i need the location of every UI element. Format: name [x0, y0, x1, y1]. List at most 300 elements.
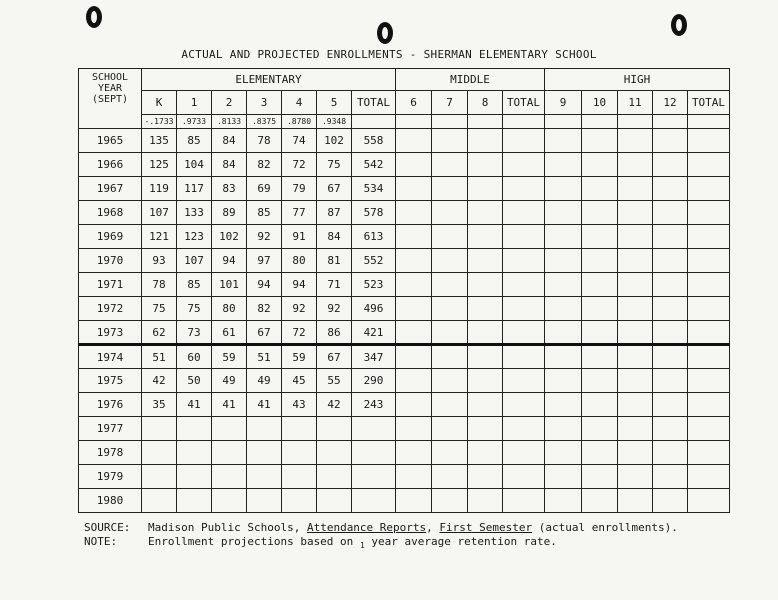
empty-cell	[545, 249, 582, 273]
empty-cell	[432, 129, 468, 153]
enrollment-cell: 133	[177, 201, 212, 225]
punch-hole-left	[86, 6, 102, 28]
year-cell: 1967	[79, 177, 142, 201]
empty-cell	[545, 417, 582, 441]
enrollment-cell	[247, 465, 282, 489]
empty-cell	[618, 129, 653, 153]
empty-cell	[468, 177, 503, 201]
enrollment-cell: 92	[282, 297, 317, 321]
empty-cell	[653, 273, 688, 297]
retention-rate: .8133	[212, 115, 247, 129]
source-ref-semester: First Semester	[439, 521, 533, 534]
retention-blank	[468, 115, 503, 129]
enrollment-cell	[142, 489, 177, 513]
enrollment-cell: 49	[247, 369, 282, 393]
retention-blank	[396, 115, 432, 129]
source-label: SOURCE:	[84, 521, 131, 534]
enrollment-cell	[352, 441, 396, 465]
empty-cell	[653, 177, 688, 201]
empty-cell	[432, 465, 468, 489]
enrollment-cell: 290	[352, 369, 396, 393]
enrollment-cell: 91	[282, 225, 317, 249]
year-cell: 1979	[79, 465, 142, 489]
enrollment-cell	[142, 417, 177, 441]
empty-cell	[503, 465, 545, 489]
empty-cell	[468, 201, 503, 225]
col-header-high: 11	[618, 91, 653, 115]
enrollment-cell: 79	[282, 177, 317, 201]
empty-cell	[545, 153, 582, 177]
enrollment-cell: 119	[142, 177, 177, 201]
empty-cell	[618, 273, 653, 297]
empty-cell	[396, 153, 432, 177]
col-header-middle: 8	[468, 91, 503, 115]
enrollment-cell: 94	[212, 249, 247, 273]
empty-cell	[432, 441, 468, 465]
enrollment-cell: 92	[247, 225, 282, 249]
table-row	[79, 249, 730, 273]
empty-cell	[503, 393, 545, 417]
empty-cell	[468, 345, 503, 369]
empty-cell	[618, 201, 653, 225]
enrollment-cell: 80	[212, 297, 247, 321]
empty-cell	[688, 201, 730, 225]
retention-rate: .9733	[177, 115, 212, 129]
middle-header: MIDDLE	[396, 69, 545, 91]
empty-cell	[432, 177, 468, 201]
page-title: ACTUAL AND PROJECTED ENROLLMENTS - SHERMAN ELEMENTARY SCHOOL	[181, 48, 597, 61]
empty-cell	[503, 441, 545, 465]
enrollment-cell: 534	[352, 177, 396, 201]
enrollment-cell	[317, 417, 352, 441]
empty-cell	[503, 129, 545, 153]
retention-rate: .8780	[282, 115, 317, 129]
empty-cell	[432, 201, 468, 225]
empty-cell	[396, 129, 432, 153]
enrollment-cell: 69	[247, 177, 282, 201]
enrollment-cell: 85	[177, 273, 212, 297]
enrollment-cell	[352, 489, 396, 513]
enrollment-cell: 496	[352, 297, 396, 321]
empty-cell	[432, 417, 468, 441]
col-header-elementary: 3	[247, 91, 282, 115]
empty-cell	[396, 465, 432, 489]
year-cell: 1968	[79, 201, 142, 225]
year-cell: 1969	[79, 225, 142, 249]
enrollment-cell: 93	[142, 249, 177, 273]
empty-cell	[688, 177, 730, 201]
empty-cell	[468, 465, 503, 489]
table-row	[79, 465, 730, 489]
enrollment-cell: 101	[212, 273, 247, 297]
empty-cell	[545, 465, 582, 489]
table-row	[79, 489, 730, 513]
empty-cell	[468, 249, 503, 273]
enrollment-cell: 86	[317, 321, 352, 345]
empty-cell	[688, 441, 730, 465]
enrollment-cell: 41	[177, 393, 212, 417]
empty-cell	[468, 417, 503, 441]
enrollment-cell: 123	[177, 225, 212, 249]
empty-cell	[653, 153, 688, 177]
punch-hole-center	[377, 22, 393, 44]
enrollment-cell: 45	[282, 369, 317, 393]
enrollment-cell	[317, 465, 352, 489]
year-cell: 1978	[79, 441, 142, 465]
empty-cell	[688, 489, 730, 513]
enrollment-cell	[247, 489, 282, 513]
empty-cell	[582, 249, 618, 273]
enrollment-cell: 85	[177, 129, 212, 153]
enrollment-cell	[282, 441, 317, 465]
enrollment-cell	[212, 417, 247, 441]
enrollment-cell: 135	[142, 129, 177, 153]
retention-rate: .9348	[317, 115, 352, 129]
table-row	[79, 177, 730, 201]
empty-cell	[545, 321, 582, 345]
enrollment-cell: 50	[177, 369, 212, 393]
enrollment-cell: 97	[247, 249, 282, 273]
retention-rate: .8375	[247, 115, 282, 129]
empty-cell	[618, 345, 653, 369]
enrollment-cell: 94	[247, 273, 282, 297]
empty-cell	[432, 393, 468, 417]
empty-cell	[688, 273, 730, 297]
empty-cell	[468, 489, 503, 513]
enrollment-cell: 77	[282, 201, 317, 225]
empty-cell	[545, 345, 582, 369]
empty-cell	[688, 249, 730, 273]
retention-blank	[503, 115, 545, 129]
table-row	[79, 201, 730, 225]
empty-cell	[503, 273, 545, 297]
empty-cell	[653, 369, 688, 393]
col-header-middle: 7	[432, 91, 468, 115]
table-row	[79, 321, 730, 345]
empty-cell	[468, 393, 503, 417]
enrollment-cell: 552	[352, 249, 396, 273]
enrollment-cell: 107	[142, 201, 177, 225]
empty-cell	[582, 153, 618, 177]
enrollment-cell: 41	[212, 393, 247, 417]
empty-cell	[653, 297, 688, 321]
enrollment-cell: 67	[317, 345, 352, 369]
empty-cell	[396, 177, 432, 201]
year-cell: 1970	[79, 249, 142, 273]
enrollment-cell: 73	[177, 321, 212, 345]
empty-cell	[545, 441, 582, 465]
empty-cell	[468, 369, 503, 393]
empty-cell	[618, 369, 653, 393]
empty-cell	[582, 417, 618, 441]
empty-cell	[396, 489, 432, 513]
retention-rate: -.1733	[142, 115, 177, 129]
empty-cell	[396, 417, 432, 441]
empty-cell	[582, 297, 618, 321]
enrollment-cell	[282, 465, 317, 489]
enrollment-cell	[317, 489, 352, 513]
enrollment-cell	[352, 417, 396, 441]
enrollment-cell: 85	[247, 201, 282, 225]
empty-cell	[688, 297, 730, 321]
enrollment-cell: 75	[142, 297, 177, 321]
enrollment-cell: 35	[142, 393, 177, 417]
empty-cell	[618, 465, 653, 489]
enrollment-cell: 104	[177, 153, 212, 177]
empty-cell	[432, 489, 468, 513]
empty-cell	[503, 369, 545, 393]
retention-blank	[545, 115, 582, 129]
empty-cell	[688, 369, 730, 393]
enrollment-cell: 72	[282, 321, 317, 345]
empty-cell	[618, 441, 653, 465]
empty-cell	[582, 321, 618, 345]
empty-cell	[545, 225, 582, 249]
col-header-high: 12	[653, 91, 688, 115]
col-header-high: 9	[545, 91, 582, 115]
empty-cell	[618, 417, 653, 441]
col-header-elementary: 2	[212, 91, 247, 115]
empty-cell	[688, 393, 730, 417]
year-cell: 1966	[79, 153, 142, 177]
enrollment-cell: 613	[352, 225, 396, 249]
elementary-header: ELEMENTARY	[142, 69, 396, 91]
col-header-middle: 6	[396, 91, 432, 115]
empty-cell	[653, 417, 688, 441]
table-row	[79, 273, 730, 297]
table-row	[79, 393, 730, 417]
enrollment-cell: 84	[212, 129, 247, 153]
col-header-high: 10	[582, 91, 618, 115]
enrollment-cell: 117	[177, 177, 212, 201]
enrollment-cell: 523	[352, 273, 396, 297]
enrollment-cell: 89	[212, 201, 247, 225]
source-ref-attendance: Attendance Reports	[306, 521, 427, 534]
empty-cell	[545, 201, 582, 225]
enrollment-table	[78, 68, 730, 513]
enrollment-cell: 55	[317, 369, 352, 393]
empty-cell	[582, 225, 618, 249]
enrollment-cell: 102	[212, 225, 247, 249]
empty-cell	[653, 345, 688, 369]
enrollment-cell: 81	[317, 249, 352, 273]
table-row	[79, 345, 730, 369]
empty-cell	[396, 321, 432, 345]
enrollment-cell: 84	[317, 225, 352, 249]
enrollment-cell: 107	[177, 249, 212, 273]
empty-cell	[432, 249, 468, 273]
high-header: HIGH	[545, 69, 730, 91]
table-row	[79, 153, 730, 177]
empty-cell	[468, 273, 503, 297]
empty-cell	[653, 393, 688, 417]
school-year-header: SCHOOL YEAR (SEPT)	[79, 69, 142, 129]
retention-blank	[688, 115, 730, 129]
enrollment-cell: 59	[282, 345, 317, 369]
enrollment-cell: 121	[142, 225, 177, 249]
enrollment-cell: 59	[212, 345, 247, 369]
enrollment-cell	[177, 465, 212, 489]
col-header-elementary: K	[142, 91, 177, 115]
enrollment-cell: 74	[282, 129, 317, 153]
table-row	[79, 129, 730, 153]
empty-cell	[688, 345, 730, 369]
empty-cell	[618, 297, 653, 321]
empty-cell	[545, 489, 582, 513]
empty-cell	[653, 489, 688, 513]
enrollment-cell	[177, 489, 212, 513]
empty-cell	[503, 321, 545, 345]
empty-cell	[503, 177, 545, 201]
empty-cell	[432, 321, 468, 345]
enrollment-cell: 92	[317, 297, 352, 321]
empty-cell	[468, 441, 503, 465]
empty-cell	[432, 345, 468, 369]
year-cell: 1977	[79, 417, 142, 441]
enrollment-cell: 62	[142, 321, 177, 345]
empty-cell	[688, 465, 730, 489]
enrollment-cell	[177, 441, 212, 465]
col-header-middle: TOTAL	[503, 91, 545, 115]
retention-blank	[432, 115, 468, 129]
empty-cell	[618, 225, 653, 249]
note-label: NOTE:	[84, 535, 118, 548]
empty-cell	[653, 441, 688, 465]
enrollment-cell	[247, 417, 282, 441]
empty-cell	[582, 345, 618, 369]
empty-cell	[545, 297, 582, 321]
empty-cell	[503, 297, 545, 321]
empty-cell	[582, 393, 618, 417]
empty-cell	[545, 273, 582, 297]
table-row	[79, 441, 730, 465]
enrollment-cell: 78	[142, 273, 177, 297]
empty-cell	[545, 393, 582, 417]
empty-cell	[653, 129, 688, 153]
retention-blank	[582, 115, 618, 129]
empty-cell	[396, 297, 432, 321]
year-cell: 1973	[79, 321, 142, 345]
table-row	[79, 369, 730, 393]
empty-cell	[618, 321, 653, 345]
empty-cell	[653, 225, 688, 249]
year-cell: 1975	[79, 369, 142, 393]
empty-cell	[468, 225, 503, 249]
empty-cell	[503, 153, 545, 177]
retention-blank	[618, 115, 653, 129]
footer	[84, 521, 678, 553]
enrollment-cell: 243	[352, 393, 396, 417]
empty-cell	[396, 369, 432, 393]
enrollment-cell: 75	[317, 153, 352, 177]
enrollment-cell: 60	[177, 345, 212, 369]
year-cell: 1965	[79, 129, 142, 153]
empty-cell	[503, 201, 545, 225]
empty-cell	[688, 225, 730, 249]
empty-cell	[688, 153, 730, 177]
empty-cell	[618, 393, 653, 417]
enrollment-cell	[142, 465, 177, 489]
empty-cell	[468, 153, 503, 177]
year-cell: 1972	[79, 297, 142, 321]
empty-cell	[545, 369, 582, 393]
empty-cell	[653, 249, 688, 273]
table-row	[79, 297, 730, 321]
enrollment-cell: 51	[142, 345, 177, 369]
empty-cell	[545, 129, 582, 153]
empty-cell	[432, 297, 468, 321]
empty-cell	[618, 489, 653, 513]
enrollment-cell: 83	[212, 177, 247, 201]
enrollment-cell	[212, 441, 247, 465]
empty-cell	[503, 489, 545, 513]
enrollment-cell: 43	[282, 393, 317, 417]
empty-cell	[432, 153, 468, 177]
empty-cell	[468, 297, 503, 321]
empty-cell	[582, 489, 618, 513]
enrollment-cell: 421	[352, 321, 396, 345]
enrollment-cell: 80	[282, 249, 317, 273]
enrollment-cell	[352, 465, 396, 489]
enrollment-cell: 72	[282, 153, 317, 177]
enrollment-cell	[212, 465, 247, 489]
enrollment-cell	[317, 441, 352, 465]
enrollment-cell: 558	[352, 129, 396, 153]
retention-blank	[653, 115, 688, 129]
enrollment-cell: 125	[142, 153, 177, 177]
enrollment-cell	[282, 489, 317, 513]
enrollment-cell: 347	[352, 345, 396, 369]
enrollment-cell: 87	[317, 201, 352, 225]
enrollment-cell	[142, 441, 177, 465]
enrollment-cell	[247, 441, 282, 465]
year-cell: 1971	[79, 273, 142, 297]
enrollment-cell: 51	[247, 345, 282, 369]
empty-cell	[503, 417, 545, 441]
empty-cell	[396, 393, 432, 417]
empty-cell	[582, 273, 618, 297]
table-row	[79, 417, 730, 441]
empty-cell	[688, 321, 730, 345]
col-header-elementary: TOTAL	[352, 91, 396, 115]
enrollment-cell: 42	[142, 369, 177, 393]
enrollment-cell: 41	[247, 393, 282, 417]
empty-cell	[396, 201, 432, 225]
col-header-elementary: 1	[177, 91, 212, 115]
enrollment-cell: 542	[352, 153, 396, 177]
empty-cell	[396, 345, 432, 369]
empty-cell	[582, 369, 618, 393]
empty-cell	[582, 129, 618, 153]
empty-cell	[432, 273, 468, 297]
enrollment-cell: 42	[317, 393, 352, 417]
table-row	[79, 225, 730, 249]
enrollment-cell: 78	[247, 129, 282, 153]
col-header-high: TOTAL	[688, 91, 730, 115]
year-cell: 1976	[79, 393, 142, 417]
enrollment-cell	[282, 417, 317, 441]
empty-cell	[618, 153, 653, 177]
enrollment-cell: 102	[317, 129, 352, 153]
enrollment-cell: 75	[177, 297, 212, 321]
enrollment-cell: 578	[352, 201, 396, 225]
empty-cell	[503, 225, 545, 249]
empty-cell	[468, 129, 503, 153]
empty-cell	[396, 225, 432, 249]
empty-cell	[688, 129, 730, 153]
empty-cell	[618, 177, 653, 201]
empty-cell	[582, 201, 618, 225]
